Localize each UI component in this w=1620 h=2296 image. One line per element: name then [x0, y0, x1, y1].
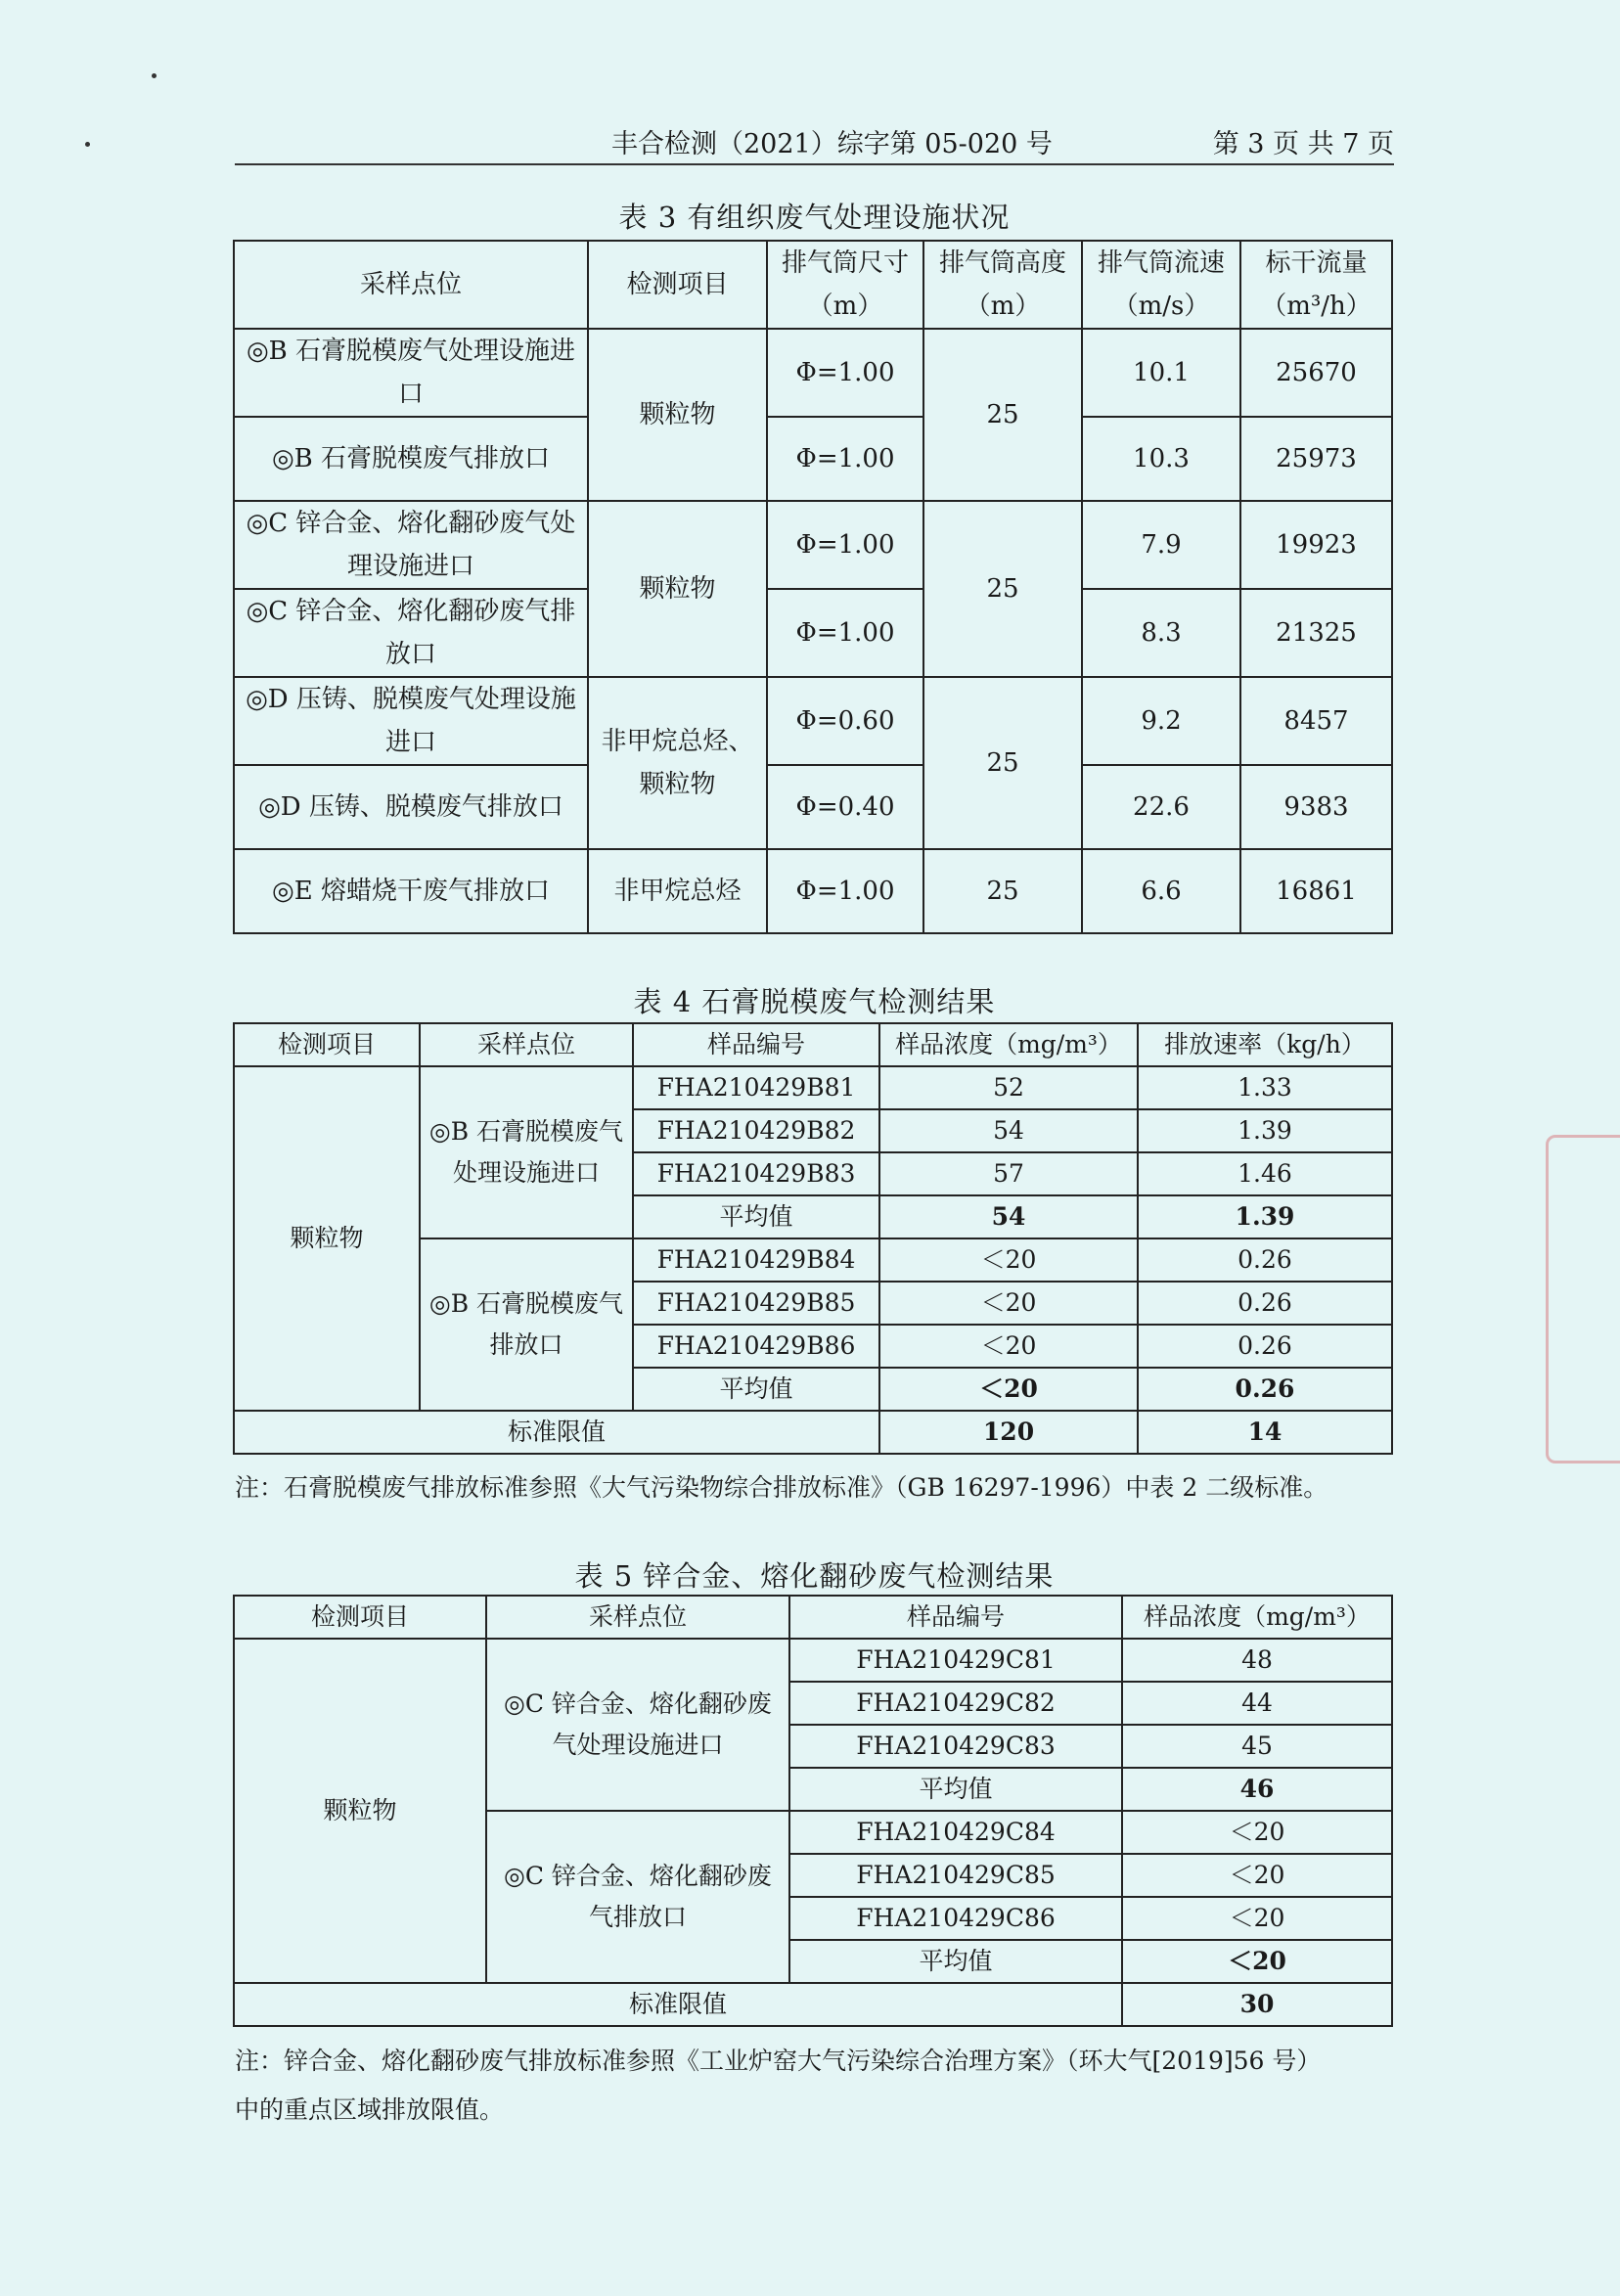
stack-height: 25 [923, 329, 1082, 501]
stack-size: Φ=0.60 [767, 677, 923, 765]
sample-id: FHA210429B84 [633, 1238, 879, 1282]
emission-rate: 0.26 [1138, 1238, 1392, 1282]
sample-id: FHA210429B81 [633, 1066, 879, 1109]
sample-id: FHA210429B82 [633, 1109, 879, 1152]
table-row [234, 849, 1392, 933]
emission-rate: 1.39 [1138, 1109, 1392, 1152]
sampling-point: ◎E 熔蜡烧干废气排放口 [234, 849, 588, 933]
test-item: 非甲烷总烃 [588, 849, 767, 933]
table4-note: 注：石膏脱模废气排放标准参照《大气污染物综合排放标准》（GB 16297-1996）中表 2 二级标准。 [235, 1473, 1328, 1502]
table-header-row [234, 1023, 1392, 1066]
concentration: ＜20 [879, 1238, 1138, 1282]
test-item: 非甲烷总烃、颗粒物 [588, 677, 767, 849]
concentration: 54 [879, 1109, 1138, 1152]
emission-rate: 1.33 [1138, 1066, 1392, 1109]
col-header: 检测项目 [234, 1596, 486, 1639]
report-number: 丰合检测（2021）综字第 05-020 号 [611, 129, 1053, 159]
flow-speed: 8.3 [1082, 589, 1240, 677]
col-header: 标干流量（m³/h） [1240, 241, 1392, 329]
sampling-point: ◎B 石膏脱模废气处理设施进口 [420, 1066, 633, 1238]
table5-note: 注：锌合金、熔化翻砂废气排放标准参照《工业炉窑大气污染综合治理方案》（环大气[2019]56 号）中的重点区域排放限值。 [235, 2047, 1309, 2124]
table-row [234, 1066, 1392, 1109]
table-row [234, 329, 1392, 417]
col-header: 样品编号 [633, 1023, 879, 1066]
flow-speed: 10.1 [1082, 329, 1240, 417]
flow-speed: 9.2 [1082, 677, 1240, 765]
col-header: 排气筒流速（m/s） [1082, 241, 1240, 329]
col-header: 排气筒尺寸（m） [767, 241, 923, 329]
average-concentration: 46 [1122, 1768, 1392, 1811]
stack-height: 25 [923, 677, 1082, 849]
sample-id: FHA210429C83 [789, 1725, 1122, 1768]
stack-size: Φ=1.00 [767, 501, 923, 589]
test-item: 颗粒物 [234, 1066, 420, 1411]
table5-caption: 表 5 锌合金、熔化翻砂废气检测结果 [574, 1559, 1055, 1593]
table4-caption: 表 4 石膏脱模废气检测结果 [633, 985, 996, 1018]
average-label: 平均值 [789, 1768, 1122, 1811]
average-concentration: 54 [879, 1195, 1138, 1238]
std-flow: 9383 [1240, 765, 1392, 849]
flow-speed: 7.9 [1082, 501, 1240, 589]
concentration: ＜20 [1122, 1897, 1392, 1940]
average-concentration: ＜20 [879, 1368, 1138, 1411]
table-row [234, 765, 1392, 849]
col-header: 采样点位 [234, 241, 588, 329]
red-seal-stamp-fragment [1546, 1135, 1620, 1463]
stack-size: Φ=1.00 [767, 589, 923, 677]
std-flow: 16861 [1240, 849, 1392, 933]
sampling-point: ◎C 锌合金、熔化翻砂废气排放口 [234, 589, 588, 677]
sampling-point: ◎B 石膏脱模废气排放口 [420, 1238, 633, 1411]
table4 [233, 1022, 1393, 1455]
sample-id: FHA210429B85 [633, 1282, 879, 1325]
flow-speed: 10.3 [1082, 417, 1240, 501]
limit-row [234, 1411, 1392, 1454]
std-flow: 25670 [1240, 329, 1392, 417]
stack-size: Φ=0.40 [767, 765, 923, 849]
table-row [234, 677, 1392, 765]
sample-id: FHA210429C82 [789, 1682, 1122, 1725]
col-header: 采样点位 [420, 1023, 633, 1066]
emission-rate: 1.46 [1138, 1152, 1392, 1195]
col-header: 采样点位 [486, 1596, 789, 1639]
table-header-row [234, 1596, 1392, 1639]
concentration: 57 [879, 1152, 1138, 1195]
table-row [234, 501, 1392, 589]
std-flow: 8457 [1240, 677, 1392, 765]
limit-concentration: 30 [1122, 1983, 1392, 2026]
col-header: 检测项目 [588, 241, 767, 329]
page-number: 第 3 页 共 7 页 [1212, 129, 1394, 159]
flow-speed: 22.6 [1082, 765, 1240, 849]
sample-id: FHA210429C81 [789, 1639, 1122, 1682]
col-header: 排放速率（kg/h） [1138, 1023, 1392, 1066]
sampling-point: ◎D 压铸、脱模废气排放口 [234, 765, 588, 849]
page-header [235, 122, 1394, 165]
sampling-point: ◎C 锌合金、熔化翻砂废气处理设施进口 [234, 501, 588, 589]
concentration: 45 [1122, 1725, 1392, 1768]
stack-size: Φ=1.00 [767, 849, 923, 933]
flow-speed: 6.6 [1082, 849, 1240, 933]
col-header: 排气筒高度（m） [923, 241, 1082, 329]
col-header: 样品编号 [789, 1596, 1122, 1639]
sampling-point: ◎C 锌合金、熔化翻砂废气排放口 [486, 1811, 789, 1983]
limit-label: 标准限值 [234, 1983, 1122, 2026]
limit-rate: 14 [1138, 1411, 1392, 1454]
col-header: 样品浓度（mg/m³） [1122, 1596, 1392, 1639]
concentration: ＜20 [1122, 1854, 1392, 1897]
std-flow: 19923 [1240, 501, 1392, 589]
average-label: 平均值 [633, 1368, 879, 1411]
table-row [234, 417, 1392, 501]
limit-label: 标准限值 [234, 1411, 879, 1454]
concentration: 44 [1122, 1682, 1392, 1725]
table5 [233, 1595, 1393, 2027]
limit-row [234, 1983, 1392, 2026]
sampling-point: ◎B 石膏脱模废气处理设施进口 [234, 329, 588, 417]
sampling-point: ◎D 压铸、脱模废气处理设施进口 [234, 677, 588, 765]
sampling-point: ◎C 锌合金、熔化翻砂废气处理设施进口 [486, 1639, 789, 1811]
test-item: 颗粒物 [588, 501, 767, 677]
std-flow: 25973 [1240, 417, 1392, 501]
sampling-point: ◎B 石膏脱模废气排放口 [234, 417, 588, 501]
col-header: 检测项目 [234, 1023, 420, 1066]
stack-size: Φ=1.00 [767, 417, 923, 501]
sample-id: FHA210429C85 [789, 1854, 1122, 1897]
table3 [233, 240, 1393, 934]
table-header-row [234, 241, 1392, 329]
table-row [234, 589, 1392, 677]
scan-mark [85, 142, 90, 147]
concentration: 52 [879, 1066, 1138, 1109]
emission-rate: 0.26 [1138, 1325, 1392, 1368]
sample-id: FHA210429C84 [789, 1811, 1122, 1854]
test-item: 颗粒物 [234, 1639, 486, 1983]
test-item: 颗粒物 [588, 329, 767, 501]
concentration: ＜20 [879, 1325, 1138, 1368]
average-label: 平均值 [633, 1195, 879, 1238]
average-concentration: ＜20 [1122, 1940, 1392, 1983]
concentration: 48 [1122, 1639, 1392, 1682]
concentration: ＜20 [1122, 1811, 1392, 1854]
col-header: 样品浓度（mg/m³） [879, 1023, 1138, 1066]
limit-concentration: 120 [879, 1411, 1138, 1454]
std-flow: 21325 [1240, 589, 1392, 677]
concentration: ＜20 [879, 1282, 1138, 1325]
average-label: 平均值 [789, 1940, 1122, 1983]
table3-caption: 表 3 有组织废气处理设施状况 [618, 201, 1011, 234]
average-rate: 0.26 [1138, 1368, 1392, 1411]
sample-id: FHA210429B86 [633, 1325, 879, 1368]
sample-id: FHA210429B83 [633, 1152, 879, 1195]
average-rate: 1.39 [1138, 1195, 1392, 1238]
emission-rate: 0.26 [1138, 1282, 1392, 1325]
stack-size: Φ=1.00 [767, 329, 923, 417]
table-row [234, 1639, 1392, 1682]
scan-mark [152, 73, 157, 78]
sample-id: FHA210429C86 [789, 1897, 1122, 1940]
stack-height: 25 [923, 501, 1082, 677]
stack-height: 25 [923, 849, 1082, 933]
